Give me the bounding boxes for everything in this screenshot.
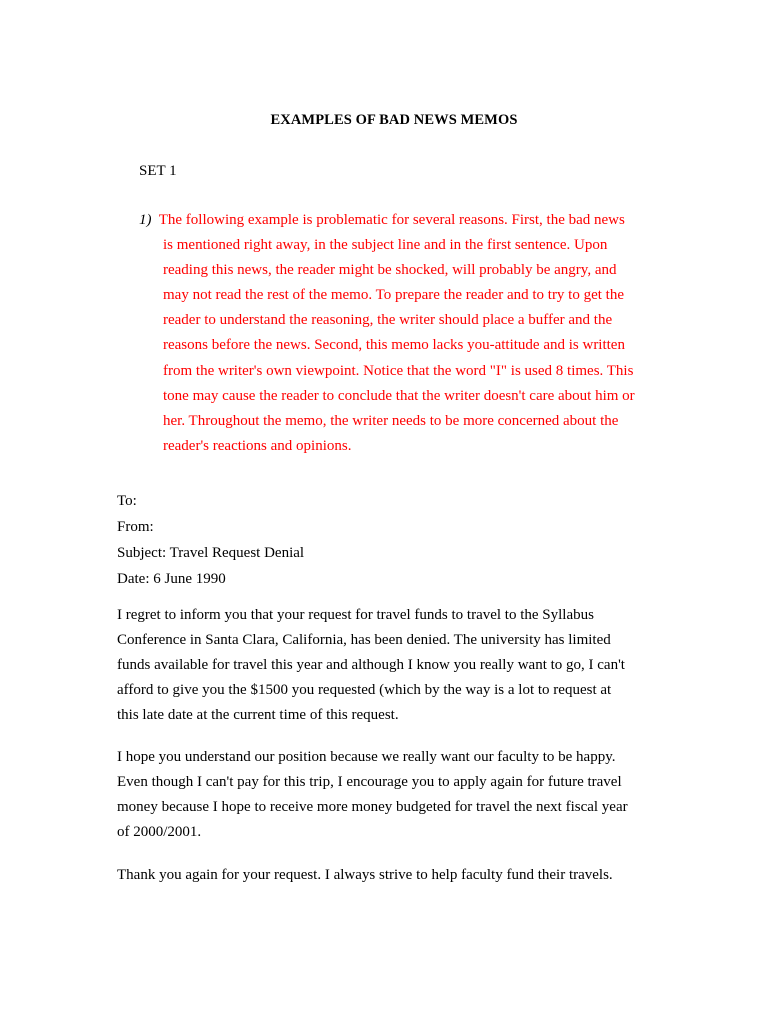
memo-date: Date: 6 June 1990	[117, 571, 226, 587]
memo-from: From:	[117, 519, 154, 535]
paragraph-line: I regret to inform you that your request for travel funds to travel to the Syllabus	[117, 607, 594, 623]
set-label: SET 1	[139, 163, 177, 179]
commentary-text: The following example is problematic for several reasons. First, the bad news	[158, 212, 625, 228]
commentary-line: reading this news, the reader might be shocked, will probably be angry, and	[163, 262, 617, 279]
paragraph-line: Conference in Santa Clara, California, has been denied. The university has limited	[117, 632, 611, 649]
paragraph-line: Even though I can't pay for this trip, I encourage you to apply again for future travel	[117, 774, 622, 791]
paragraph-line: afford to give you the $1500 you requested (which by the way is a lot to request at	[117, 682, 612, 699]
paragraph-line: of 2000/2001.	[117, 824, 202, 841]
commentary-line: is mentioned right away, in the subject line and in the first sentence. Upon	[163, 237, 608, 254]
paragraph-line: this late date at the current time of this request.	[117, 707, 399, 724]
paragraph-line: I hope you understand our position because we really want our faculty to be happy.	[117, 749, 616, 765]
memo-to: To:	[117, 493, 137, 509]
memo-paragraph-3	[117, 863, 677, 888]
commentary-line: tone may cause the reader to conclude that the writer doesn't care about him or	[163, 387, 635, 404]
document-title: EXAMPLES OF BAD NEWS MEMOS	[270, 112, 518, 128]
memo-header	[117, 488, 304, 592]
paragraph-line: money because I hope to receive more money budgeted for travel the next fiscal year	[117, 799, 628, 816]
commentary-line: reader's reactions and opinions.	[163, 437, 352, 454]
commentary-line	[139, 208, 659, 233]
memo-paragraph-2	[117, 745, 677, 845]
commentary-line: may not read the rest of the memo. To prepare the reader and to try to get the	[163, 287, 625, 304]
commentary-line: reasons before the news. Second, this memo lacks you-attitude and is written	[163, 337, 625, 354]
commentary-number: 1)	[139, 212, 152, 228]
paragraph-line: funds available for travel this year and although I know you really want to go, I can't	[117, 657, 625, 674]
commentary-line: her. Throughout the memo, the writer needs to be more concerned about the	[163, 412, 619, 429]
memo-paragraph-1	[117, 603, 677, 728]
commentary-line: from the writer's own viewpoint. Notice that the word "I" is used 8 times. This	[163, 362, 634, 379]
memo-subject: Subject: Travel Request Denial	[117, 545, 305, 561]
commentary-line: reader to understand the reasoning, the writer should place a buffer and the	[163, 312, 613, 329]
paragraph-line: Thank you again for your request. I always strive to help faculty fund their travels.	[117, 867, 613, 883]
commentary-block	[139, 208, 659, 459]
